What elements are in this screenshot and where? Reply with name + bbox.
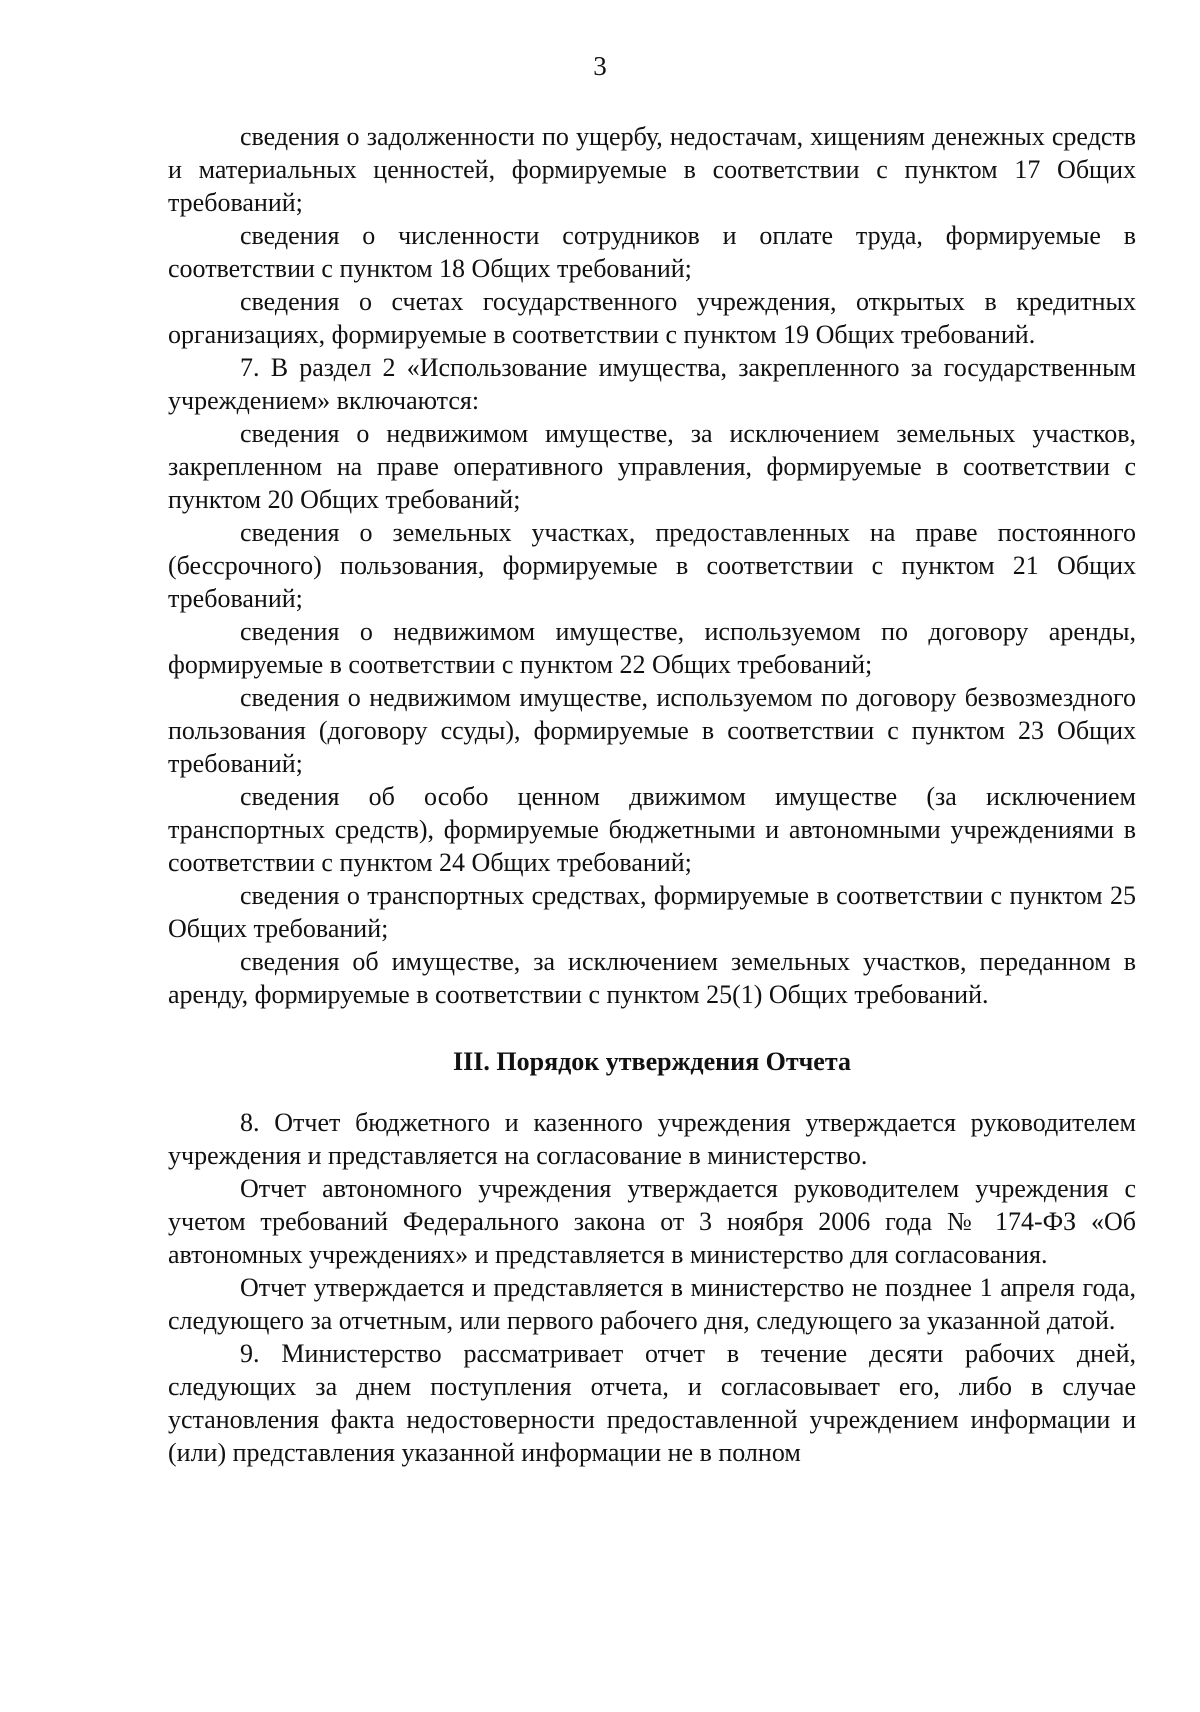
paragraph: сведения о недвижимом имуществе, за исключением земельных участков, закрепленном на праве оперативного управления, формируемые в соответствии с пунктом 20 Общих требований; <box>168 419 1136 514</box>
paragraph: сведения о счетах государственного учреждения, открытых в кредитных организациях, формируемые в соответствии с пунктом 19 Общих требований. <box>168 287 1136 349</box>
paragraph: Отчет автономного учреждения утверждается руководителем учреждения с учетом требований Федерального закона от 3 ноября 2006 года № 174-ФЗ «Об автономных учреждениях» и представляется в министерство для согласования. <box>168 1174 1136 1269</box>
section-heading: III. Порядок утверждения Отчета <box>453 1047 851 1076</box>
paragraph: сведения о транспортных средствах, формируемые в соответствии с пунктом 25 Общих требований; <box>168 881 1136 943</box>
paragraph: сведения о недвижимом имуществе, используемом по договору аренды, формируемые в соответствии с пунктом 22 Общих требований; <box>168 617 1136 679</box>
paragraph-item-8: 8. Отчет бюджетного и казенного учреждения утверждается руководителем учреждения и представляется на согласование в министерство. <box>168 1108 1136 1170</box>
page-number: 3 <box>593 51 607 81</box>
paragraph: сведения об имуществе, за исключением земельных участков, переданном в аренду, формируемые в соответствии с пунктом 25(1) Общих требований. <box>168 947 1136 1009</box>
paragraph: сведения о недвижимом имуществе, используемом по договору безвозмездного пользования (договору ссуды), формируемые в соответствии с пунктом 23 Общих требований; <box>168 683 1136 778</box>
paragraph: сведения об особо ценном движимом имуществе (за исключением транспортных средств), формируемые бюджетными и автономными учреждениями в соответствии с пунктом 24 Общих требований; <box>168 782 1136 877</box>
document-body <box>168 120 1136 1469</box>
paragraph-item-7: 7. В раздел 2 «Использование имущества, закрепленного за государственным учреждением» включаются: <box>168 353 1136 415</box>
paragraph: сведения о земельных участках, предоставленных на праве постоянного (бессрочного) пользования, формируемые в соответствии с пунктом 21 Общих требований; <box>168 518 1136 613</box>
paragraph: сведения о численности сотрудников и оплате труда, формируемые в соответствии с пунктом 18 Общих требований; <box>168 221 1136 283</box>
paragraph-item-9: 9. Министерство рассматривает отчет в течение десяти рабочих дней, следующих за днем поступления отчета, и согласовывает его, либо в случае установления факта недостоверности предоставленной учреждением информации и (или) представления указанной информации не в полном <box>168 1339 1136 1467</box>
paragraph: сведения о задолженности по ущербу, недостачам, хищениям денежных средств и материальных ценностей, формируемые в соответствии с пунктом 17 Общих требований; <box>168 122 1136 217</box>
paragraph: Отчет утверждается и представляется в министерство не позднее 1 апреля года, следующего за отчетным, или первого рабочего дня, следующего за указанной датой. <box>168 1273 1136 1335</box>
